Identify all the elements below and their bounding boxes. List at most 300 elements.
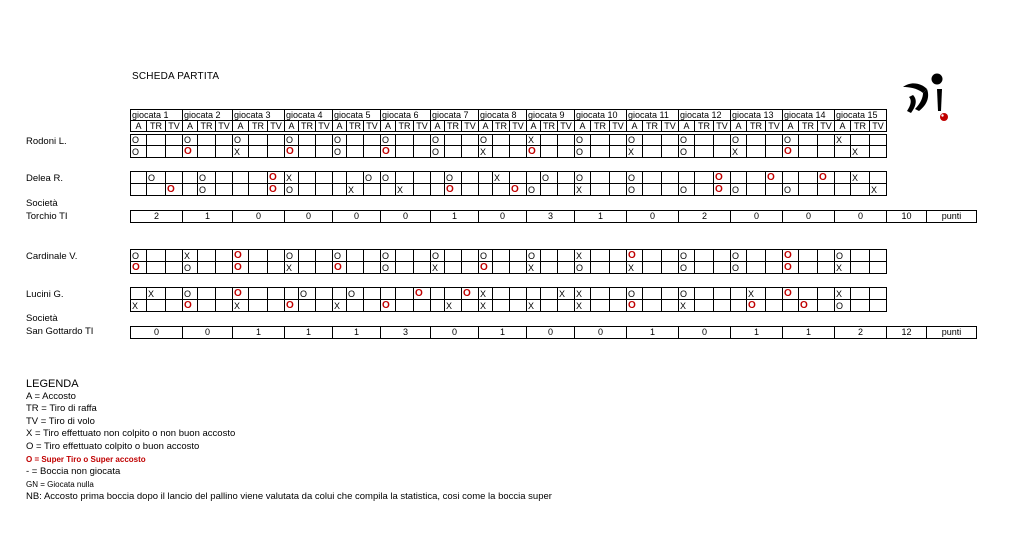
giocata-header: giocata 14 xyxy=(783,110,835,121)
shot-cell xyxy=(347,250,364,262)
shot-cell xyxy=(233,250,249,262)
shot-cell xyxy=(414,184,431,196)
shot-cell: X xyxy=(679,300,695,312)
shot-cell: O xyxy=(347,288,364,300)
shot-cell: X xyxy=(131,300,147,312)
giocata-score: 2 xyxy=(835,327,887,339)
giocata-score: 0 xyxy=(679,327,731,339)
shot-cell xyxy=(493,250,510,262)
super-mark: O xyxy=(184,300,192,311)
shot-cell xyxy=(249,184,268,196)
shot-cell xyxy=(610,250,627,262)
super-mark: O xyxy=(234,250,242,261)
shot-cell xyxy=(510,135,527,146)
shot-cell xyxy=(870,146,887,158)
shot-cell xyxy=(183,172,198,184)
shot-cell: X xyxy=(747,288,766,300)
shot-cell: O xyxy=(627,135,643,146)
shot-cell xyxy=(316,172,333,184)
shot-cell: X xyxy=(627,262,643,274)
shot-cell xyxy=(414,262,431,274)
shot-type-header: TR xyxy=(747,121,766,132)
giocata-score: 1 xyxy=(233,327,285,339)
shot-cell: O xyxy=(198,172,216,184)
shot-cell xyxy=(216,288,233,300)
shot-cell: X xyxy=(431,262,445,274)
shot-type-header: A xyxy=(783,121,799,132)
shot-cell: O xyxy=(575,262,591,274)
shot-cell xyxy=(414,300,431,312)
shot-cell: X xyxy=(558,288,575,300)
shot-cell xyxy=(147,262,166,274)
shot-cell xyxy=(731,300,747,312)
shot-cell: X xyxy=(183,250,198,262)
shot-cell xyxy=(233,262,249,274)
giocata-score: 3 xyxy=(381,327,431,339)
shot-cell xyxy=(558,135,575,146)
shot-cell xyxy=(198,300,216,312)
shot-cell xyxy=(198,135,216,146)
super-mark: O xyxy=(184,146,192,157)
shot-cell: O xyxy=(679,250,695,262)
shot-cell xyxy=(558,300,575,312)
shot-cell xyxy=(783,288,799,300)
giocata-header: giocata 12 xyxy=(679,110,731,121)
shot-cell xyxy=(627,300,643,312)
shot-cell xyxy=(799,172,818,184)
shot-cell xyxy=(766,135,783,146)
shot-cell xyxy=(249,262,268,274)
shot-cell xyxy=(431,300,445,312)
shot-cell: O xyxy=(679,184,695,196)
giocata-header: giocata 15 xyxy=(835,110,887,121)
shot-cell xyxy=(799,300,818,312)
giocata-header: giocata 5 xyxy=(333,110,381,121)
legend-note: NB: Accosto prima boccia dopo il lancio del pallino viene valutata da colui che compila la statistica, cosi come la boccia super xyxy=(26,491,552,503)
shot-cell xyxy=(268,262,285,274)
shot-cell xyxy=(747,135,766,146)
shot-cell xyxy=(695,172,714,184)
shot-type-header: TR xyxy=(396,121,414,132)
shot-cell xyxy=(747,146,766,158)
shot-cell xyxy=(783,146,799,158)
shot-cell: X xyxy=(575,300,591,312)
super-mark: O xyxy=(382,300,390,311)
shot-cell xyxy=(249,250,268,262)
super-mark: O xyxy=(234,288,242,299)
shot-cell: O xyxy=(198,184,216,196)
shot-cell xyxy=(381,300,396,312)
giocata-header: giocata 11 xyxy=(627,110,679,121)
shot-cell: O xyxy=(285,184,299,196)
super-mark: O xyxy=(784,250,792,261)
shot-cell xyxy=(541,250,558,262)
team-score-san-gottardo xyxy=(130,326,977,339)
shot-cell: O xyxy=(431,250,445,262)
shot-cell xyxy=(462,288,479,300)
shot-cell xyxy=(558,250,575,262)
shot-cell xyxy=(216,300,233,312)
shot-cell: O xyxy=(285,135,299,146)
shot-cell xyxy=(364,262,381,274)
giocata-score: 1 xyxy=(627,327,679,339)
super-mark: O xyxy=(269,184,277,195)
shot-cell: O xyxy=(131,135,147,146)
giocata-score: 0 xyxy=(285,211,333,223)
shot-cell xyxy=(414,146,431,158)
shot-cell xyxy=(591,250,610,262)
shot-cell: X xyxy=(479,288,493,300)
shot-type-header: TR xyxy=(249,121,268,132)
shot-cell: X xyxy=(347,184,364,196)
shot-cell xyxy=(299,300,316,312)
shot-cell xyxy=(493,146,510,158)
shot-cell xyxy=(851,262,870,274)
shot-cell xyxy=(695,288,714,300)
shot-cell xyxy=(299,135,316,146)
shot-type-header: TR xyxy=(799,121,818,132)
shot-cell xyxy=(316,262,333,274)
shot-cell xyxy=(364,300,381,312)
shot-type-header: A xyxy=(479,121,493,132)
shot-cell xyxy=(851,135,870,146)
shot-cell xyxy=(731,288,747,300)
shot-type-header: TV xyxy=(662,121,679,132)
shot-cell xyxy=(216,146,233,158)
shot-type-header: TR xyxy=(445,121,462,132)
shot-cell xyxy=(695,262,714,274)
shot-cell: X xyxy=(575,250,591,262)
shot-cell xyxy=(766,172,783,184)
giocata-score: 1 xyxy=(333,327,381,339)
shot-cell xyxy=(835,146,851,158)
shot-cell: X xyxy=(527,300,541,312)
legend-item: O = Tiro effettuato colpito o buon accosto xyxy=(26,440,200,452)
shot-cell xyxy=(662,135,679,146)
shot-cell: O xyxy=(431,135,445,146)
shot-cell xyxy=(316,300,333,312)
shot-cell: X xyxy=(835,135,851,146)
shot-cell xyxy=(643,262,662,274)
shot-cell: O xyxy=(679,135,695,146)
shot-cell xyxy=(431,288,445,300)
shot-cell xyxy=(216,172,233,184)
super-mark: O xyxy=(784,288,792,299)
shot-cell xyxy=(381,184,396,196)
shot-cell xyxy=(541,146,558,158)
shot-cell xyxy=(610,184,627,196)
shot-cell xyxy=(527,288,541,300)
giocate-header xyxy=(130,109,887,132)
shot-type-header: TR xyxy=(299,121,316,132)
shot-cell xyxy=(396,288,414,300)
shot-cell xyxy=(766,184,783,196)
legend-item-super: O = Super Tiro o Super accosto xyxy=(26,454,146,464)
shot-cell xyxy=(766,262,783,274)
shot-cell: X xyxy=(479,300,493,312)
shot-cell: X xyxy=(445,300,462,312)
shot-cell xyxy=(445,184,462,196)
shot-cell: X xyxy=(285,262,299,274)
shot-cell xyxy=(851,184,870,196)
shot-cell: O xyxy=(131,250,147,262)
shot-cell xyxy=(462,135,479,146)
shot-cell xyxy=(662,184,679,196)
shot-cell xyxy=(445,262,462,274)
shot-cell xyxy=(818,135,835,146)
giocata-score: 0 xyxy=(381,211,431,223)
shot-cell: O xyxy=(783,135,799,146)
shot-type-header: TV xyxy=(766,121,783,132)
shot-cell: O xyxy=(299,288,316,300)
shot-cell xyxy=(610,172,627,184)
shot-cell xyxy=(870,300,887,312)
super-mark: O xyxy=(715,172,723,183)
shot-cell xyxy=(851,250,870,262)
shot-cell xyxy=(166,288,183,300)
shot-type-header: TV xyxy=(166,121,183,132)
giocata-score: 1 xyxy=(783,327,835,339)
shot-cell xyxy=(558,262,575,274)
shot-type-header: TR xyxy=(347,121,364,132)
shot-cell xyxy=(610,262,627,274)
team-name: Torchio TI xyxy=(26,211,68,222)
legend-item: A = Accosto xyxy=(26,390,76,402)
shot-cell xyxy=(643,288,662,300)
shot-cell xyxy=(268,146,285,158)
shot-cell: O xyxy=(835,250,851,262)
shot-type-header: TV xyxy=(216,121,233,132)
shot-cell xyxy=(695,250,714,262)
shot-cell: X xyxy=(870,184,887,196)
shot-cell xyxy=(510,300,527,312)
player-grid-rodoni xyxy=(130,134,887,158)
shot-cell xyxy=(414,288,431,300)
shot-cell xyxy=(414,172,431,184)
shot-cell: X xyxy=(731,146,747,158)
shot-cell xyxy=(818,146,835,158)
shot-cell xyxy=(462,146,479,158)
shot-cell xyxy=(714,300,731,312)
shot-cell xyxy=(166,146,183,158)
legend-item: X = Tiro effettuato non colpito o non buon accosto xyxy=(26,428,236,440)
player-name: Cardinale V. xyxy=(26,251,78,262)
giocata-score: 0 xyxy=(431,327,479,339)
shot-cell xyxy=(333,262,347,274)
shot-cell xyxy=(166,300,183,312)
shot-cell xyxy=(783,250,799,262)
shot-cell: X xyxy=(527,262,541,274)
super-mark: O xyxy=(334,262,342,273)
shot-cell: X xyxy=(493,172,510,184)
shot-cell xyxy=(591,135,610,146)
shot-cell xyxy=(445,146,462,158)
team-label: Società xyxy=(26,313,58,324)
shot-cell xyxy=(479,262,493,274)
shot-cell xyxy=(541,300,558,312)
shot-cell: O xyxy=(679,146,695,158)
shot-type-header: TR xyxy=(695,121,714,132)
shot-cell xyxy=(558,184,575,196)
shot-cell: O xyxy=(333,135,347,146)
shot-cell xyxy=(216,250,233,262)
super-mark: O xyxy=(132,262,140,273)
shot-cell xyxy=(643,135,662,146)
legend-item: GN = Giocata nulla xyxy=(26,479,94,489)
shot-cell xyxy=(643,146,662,158)
shot-cell: O xyxy=(479,135,493,146)
shot-cell xyxy=(131,288,147,300)
legend-item: - = Boccia non giocata xyxy=(26,466,121,478)
shot-cell xyxy=(479,184,493,196)
super-mark: O xyxy=(784,262,792,273)
giocata-header: giocata 4 xyxy=(285,110,333,121)
shot-cell: O xyxy=(431,146,445,158)
shot-cell xyxy=(396,300,414,312)
shot-cell: X xyxy=(627,146,643,158)
shot-cell: X xyxy=(285,172,299,184)
shot-cell xyxy=(510,172,527,184)
shot-cell: O xyxy=(147,172,166,184)
points-unit: punti xyxy=(927,211,977,223)
shot-cell xyxy=(766,300,783,312)
giocata-score: 0 xyxy=(131,327,183,339)
shot-cell xyxy=(316,135,333,146)
shot-cell xyxy=(166,250,183,262)
shot-cell xyxy=(183,146,198,158)
shot-cell xyxy=(233,184,249,196)
giocata-header: giocata 9 xyxy=(527,110,575,121)
shot-type-header: TV xyxy=(316,121,333,132)
shot-cell xyxy=(233,288,249,300)
shot-cell xyxy=(198,262,216,274)
shot-cell xyxy=(347,135,364,146)
shot-cell: O xyxy=(364,172,381,184)
shot-cell xyxy=(445,135,462,146)
shot-cell: O xyxy=(183,288,198,300)
shot-cell: O xyxy=(479,250,493,262)
legend xyxy=(26,378,552,504)
shot-cell xyxy=(695,300,714,312)
shot-cell xyxy=(870,250,887,262)
shot-type-header: TV xyxy=(364,121,381,132)
giocata-score: 2 xyxy=(131,211,183,223)
shot-cell xyxy=(299,250,316,262)
shot-cell xyxy=(695,184,714,196)
shot-cell xyxy=(799,262,818,274)
giocata-header: giocata 8 xyxy=(479,110,527,121)
shot-cell xyxy=(216,262,233,274)
shot-cell xyxy=(662,146,679,158)
super-mark: O xyxy=(800,300,808,311)
shot-cell xyxy=(249,146,268,158)
shot-type-header: A xyxy=(381,121,396,132)
shot-cell: X xyxy=(233,146,249,158)
shot-cell xyxy=(299,184,316,196)
giocata-score: 1 xyxy=(479,327,527,339)
giocata-header: giocata 10 xyxy=(575,110,627,121)
shot-cell xyxy=(285,288,299,300)
shot-cell xyxy=(462,262,479,274)
shot-cell xyxy=(662,172,679,184)
shot-cell xyxy=(216,184,233,196)
shot-cell xyxy=(591,146,610,158)
shot-type-header: A xyxy=(333,121,347,132)
shot-cell xyxy=(131,184,147,196)
shot-cell xyxy=(183,184,198,196)
shot-cell xyxy=(347,300,364,312)
shot-cell: O xyxy=(131,146,147,158)
shot-cell: X xyxy=(333,300,347,312)
shot-cell xyxy=(462,250,479,262)
shot-cell xyxy=(364,250,381,262)
shot-cell xyxy=(558,172,575,184)
giocata-score: 1 xyxy=(731,327,783,339)
shot-cell: O xyxy=(731,262,747,274)
shot-cell xyxy=(445,250,462,262)
shot-cell xyxy=(747,172,766,184)
super-mark: O xyxy=(463,288,471,299)
shot-cell: O xyxy=(541,172,558,184)
points-unit: punti xyxy=(927,327,977,339)
shot-cell xyxy=(299,172,316,184)
shot-cell xyxy=(870,172,887,184)
shot-cell xyxy=(147,250,166,262)
shot-cell xyxy=(558,146,575,158)
giocata-score: 0 xyxy=(479,211,527,223)
shot-cell xyxy=(249,288,268,300)
shot-cell xyxy=(347,172,364,184)
shot-type-header: A xyxy=(575,121,591,132)
shot-type-header: A xyxy=(835,121,851,132)
shot-cell xyxy=(316,184,333,196)
shot-type-header: A xyxy=(285,121,299,132)
shot-cell xyxy=(316,288,333,300)
legend-heading: LEGENDA xyxy=(26,378,79,390)
shot-cell xyxy=(695,135,714,146)
shot-cell xyxy=(610,146,627,158)
player-name: Rodoni L. xyxy=(26,136,67,147)
giocata-header: giocata 7 xyxy=(431,110,479,121)
shot-cell xyxy=(333,288,347,300)
super-mark: O xyxy=(167,184,175,195)
shot-cell: X xyxy=(479,146,493,158)
shot-type-header: A xyxy=(183,121,198,132)
shot-cell xyxy=(766,146,783,158)
shot-cell xyxy=(818,300,835,312)
shot-cell xyxy=(662,262,679,274)
shot-type-header: TV xyxy=(818,121,835,132)
shot-cell xyxy=(396,135,414,146)
shot-cell xyxy=(396,146,414,158)
shot-cell xyxy=(643,300,662,312)
shot-cell xyxy=(714,250,731,262)
giocata-score: 0 xyxy=(183,327,233,339)
shot-cell xyxy=(462,300,479,312)
super-mark: O xyxy=(628,300,636,311)
shot-cell: X xyxy=(147,288,166,300)
shot-cell xyxy=(510,288,527,300)
shot-cell xyxy=(610,135,627,146)
shot-cell xyxy=(835,172,851,184)
total-score: 10 xyxy=(887,211,927,223)
shot-cell: X xyxy=(851,146,870,158)
shot-cell xyxy=(679,172,695,184)
shot-cell xyxy=(333,172,347,184)
shot-cell xyxy=(510,262,527,274)
shot-cell xyxy=(662,288,679,300)
shot-cell: X xyxy=(835,288,851,300)
